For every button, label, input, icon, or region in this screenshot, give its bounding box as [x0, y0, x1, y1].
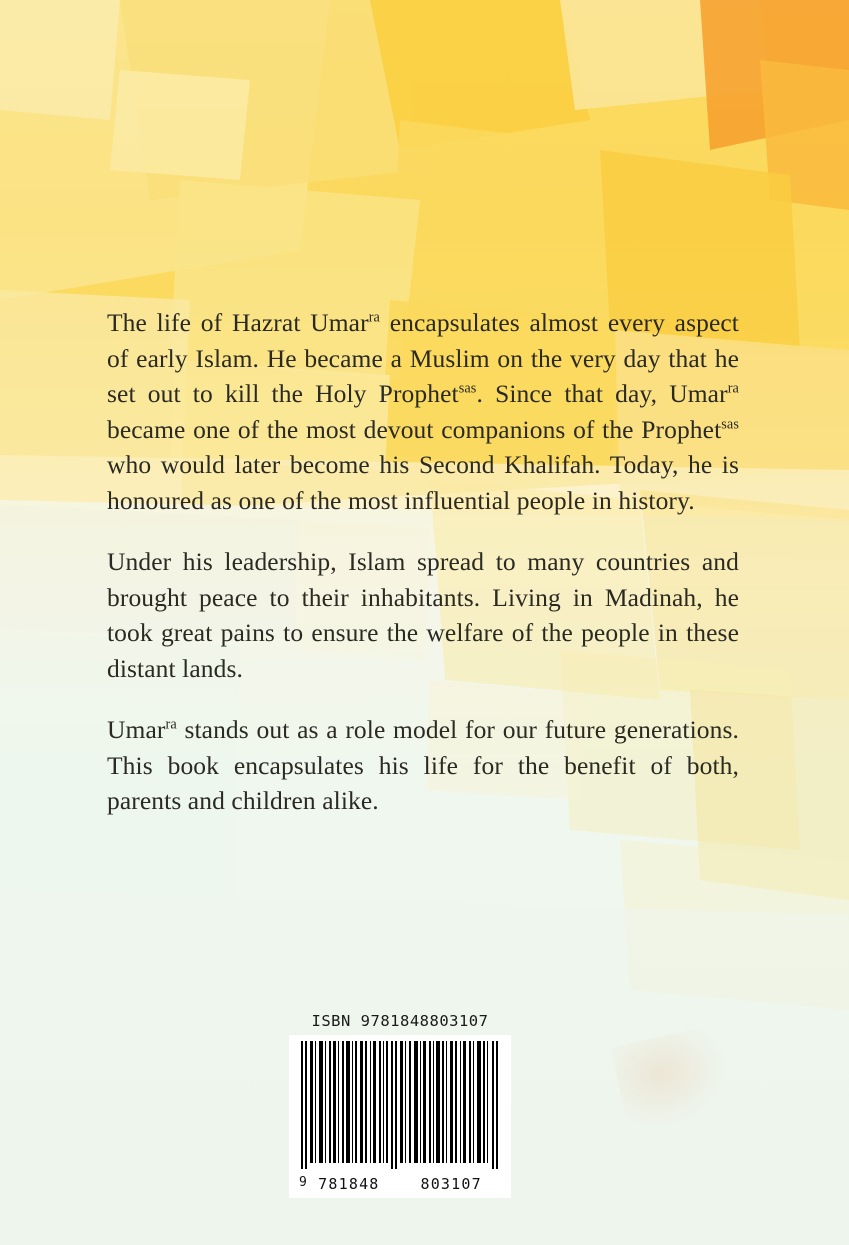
- barcode-digits: [297, 1174, 503, 1196]
- back-cover-blurb: [107, 305, 739, 819]
- barcode-lead-digit: 9: [299, 1175, 307, 1190]
- barcode-group-right: 803107: [420, 1175, 482, 1193]
- honorific-sas: sas: [458, 380, 477, 397]
- barcode-block: [289, 1012, 511, 1198]
- honorific-sas: sas: [721, 416, 739, 432]
- barcode-bars: [297, 1041, 503, 1169]
- honorific-ra: ra: [165, 716, 177, 733]
- isbn-label: ISBN 9781848803107: [311, 1012, 489, 1030]
- barcode-group-left: 781848: [318, 1175, 380, 1193]
- blurb-paragraph-2: Under his leadership, Islam spread to many countries and brought peace to their inhabitants. Living in Madinah, he took great pains to ensure the welfare of the people in these distant lands.: [107, 547, 739, 683]
- honorific-ra: ra: [727, 380, 739, 397]
- barcode-image: [289, 1035, 511, 1198]
- honorific-ra: ra: [368, 309, 380, 326]
- blurb-paragraph-3: Umar$^{ra}$ stands out as a role model for our future generations. This book encapsulates his life for the benefit of both, parents and children alike.: [107, 715, 739, 815]
- blurb-paragraph-1: The life of Hazrat Umar$^{ra}$ encapsulates almost every aspect of early Islam. He became a Muslim on the very day that he set out to kill the Holy Prophet$^{sas}$. Since that day, Umar$^{ra}$ became one of the most devout companions of the Prophet$^{sas}$ who would later become his Second Khalifah. Today, he is honoured as one of the most influential people in history.: [107, 308, 739, 515]
